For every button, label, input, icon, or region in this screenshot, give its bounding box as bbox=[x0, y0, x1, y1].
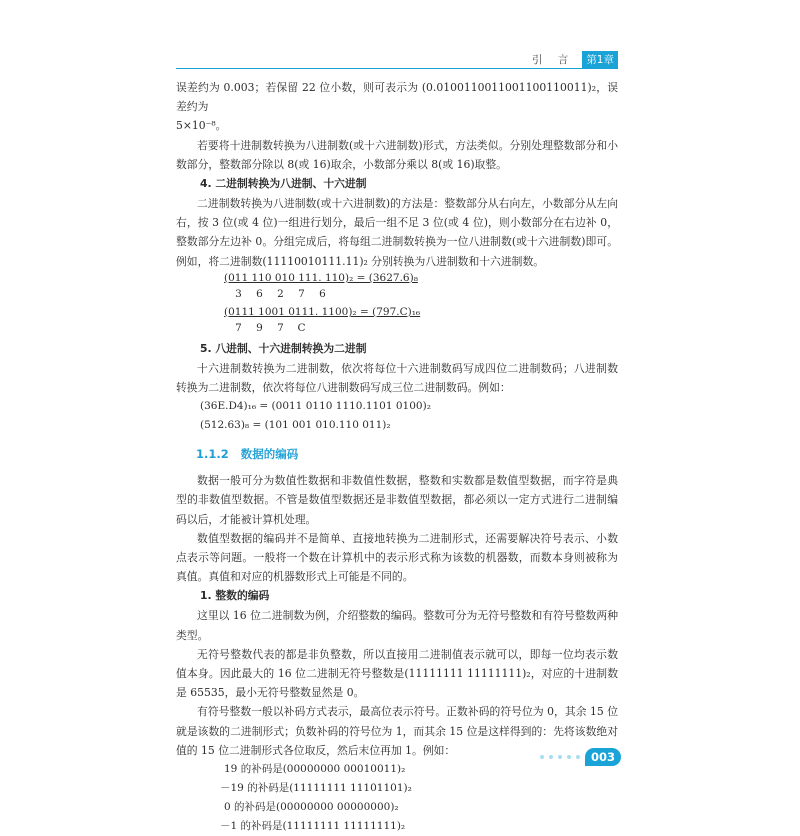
chapter-badge: 第1章 bbox=[582, 51, 618, 68]
example-hex-to-binary: (36E.D4)₁₆ = (0011 0110 1110.1101 0100)₂ bbox=[200, 400, 431, 413]
hex-digit: 7 bbox=[235, 321, 242, 334]
octal-digit: 6 bbox=[319, 287, 326, 300]
hex-digit: 9 bbox=[256, 321, 263, 334]
complement-example: 19 的补码是(00000000 00010011)₂ bbox=[224, 763, 406, 776]
paragraph-integer-types: 这里以 16 位二进制数为例，介绍整数的编码。整数可分为无符号整数和有符号整数两种类型。 bbox=[176, 609, 618, 642]
paragraph-error-line2: 5×10⁻⁸。 bbox=[176, 119, 227, 133]
paragraph-data-types: 数据一般可分为数值性数据和非数值性数据，整数和实数都是数值型数据，而字符是典型的非数值型数据。不管是数值型数据还是非数值型数据，都必须以一定方式进行二进制编码以后，才能被计算机处理。 bbox=[176, 474, 618, 526]
hex-grouping-equation: (0111 1001 0111. 1100)₂ = (797.C)₁₆ bbox=[224, 305, 421, 318]
paragraph-machine-number: 数值型数据的编码并不是简单、直接地转换为二进制形式，还需要解决符号表示、小数点表示等问题。一般将一个数在计算机中的表示形式称为该数的机器数，而数本身则被称为真值。真值和对应的机器数形式上可能是不同的。 bbox=[176, 531, 618, 584]
complement-example: 0 的补码是(00000000 00000000)₂ bbox=[224, 801, 399, 814]
page-number: 003 bbox=[585, 748, 621, 766]
octal-digit: 3 bbox=[235, 287, 242, 300]
heading-octal-hex-to-binary: 5. 八进制、十六进制转换为二进制 bbox=[200, 341, 367, 355]
octal-digit: 2 bbox=[277, 287, 284, 300]
hex-digit: C bbox=[297, 321, 306, 334]
page-footer bbox=[540, 748, 621, 766]
complement-example: －1 的补码是(11111111 11111111)₂ bbox=[220, 820, 406, 833]
heading-integer-encoding: 1. 整数的编码 bbox=[200, 589, 270, 603]
paragraph-hex-to-binary: 十六进制数转换为二进制数，依次将每位十六进制数码写成四位二进制数码；八进制数转换为二进制数，依次将每位八进制数码写成三位二进制数码。例如： bbox=[176, 361, 618, 395]
section-heading bbox=[196, 443, 618, 465]
hex-digit-row bbox=[224, 321, 618, 335]
octal-digit: 6 bbox=[256, 287, 263, 300]
octal-digit-row bbox=[224, 287, 618, 301]
page-body bbox=[176, 78, 618, 836]
octal-grouping-example bbox=[224, 271, 618, 335]
footer-dot bbox=[576, 755, 580, 759]
running-header bbox=[532, 50, 618, 68]
header-category: 引 言 bbox=[531, 53, 575, 66]
paragraph-decimal-to-octal: 若要将十进制数转换为八进制数(或十六进制数)形式，方法类似。分别处理整数部分和小数部分，整数部分除以 8(或 16)取余，小数部分乘以 8(或 16)取整。 bbox=[176, 138, 618, 171]
octal-digit: 7 bbox=[298, 287, 305, 300]
heading-binary-to-octal-hex: 4. 二进制转换为八进制、十六进制 bbox=[200, 177, 367, 191]
footer-dot bbox=[549, 755, 553, 759]
paragraph-error-line1: 误差约为 0.003；若保留 22 位小数，则可表示为 (0.0100110011001100110011)₂，误差约为 bbox=[176, 81, 618, 114]
footer-dot bbox=[540, 755, 544, 759]
hex-digit: 7 bbox=[277, 321, 284, 334]
section-number: 1.1.2 bbox=[196, 447, 229, 462]
complement-example: －19 的补码是(11111111 11101101)₂ bbox=[220, 782, 412, 795]
paragraph-unsigned: 无符号整数代表的都是非负整数，所以直接用二进制值表示就可以，即每一位均表示数值本身。因此最大的 16 位二进制无符号整数是(11111111 11111111)₂，对应的十进制数是 65535，最小无符号整数显然是 0。 bbox=[176, 647, 618, 700]
header-rule bbox=[176, 68, 618, 69]
section-title: 数据的编码 bbox=[240, 447, 299, 462]
paragraph-signed-complement: 有符号整数一般以补码方式表示，最高位表示符号。正数补码的符号位为 0，其余 15 位就是该数的二进制形式；负数补码的符号位为 1，而其余 15 位是这样得到的：先将该数绝对值的 15 位二进制形式各位取反，然后末位再加 1。例如： bbox=[176, 705, 618, 757]
footer-dot bbox=[558, 755, 562, 759]
paragraph-binary-grouping: 二进制数转换为八进制数(或十六进制数)的方法是：整数部分从右向左，小数部分从左向右，按 3 位(或 4 位)一组进行划分，最后一组不足 3 位(或 4 位)，则小数部分在右边补 0，整数部分左边补 0。分组完成后，将每组二进制数转换为一位八进制数(或十六进制数)即可。例如，将二进制数(11110010111.11)₂ 分别转换为八进制数和十六进制数。 bbox=[176, 197, 618, 268]
example-octal-to-binary: (512.63)₈ = (101 001 010.110 011)₂ bbox=[200, 419, 391, 432]
octal-grouping-equation: (011 110 010 111. 110)₂ = (3627.6)₈ bbox=[224, 271, 418, 284]
footer-dot bbox=[567, 755, 571, 759]
